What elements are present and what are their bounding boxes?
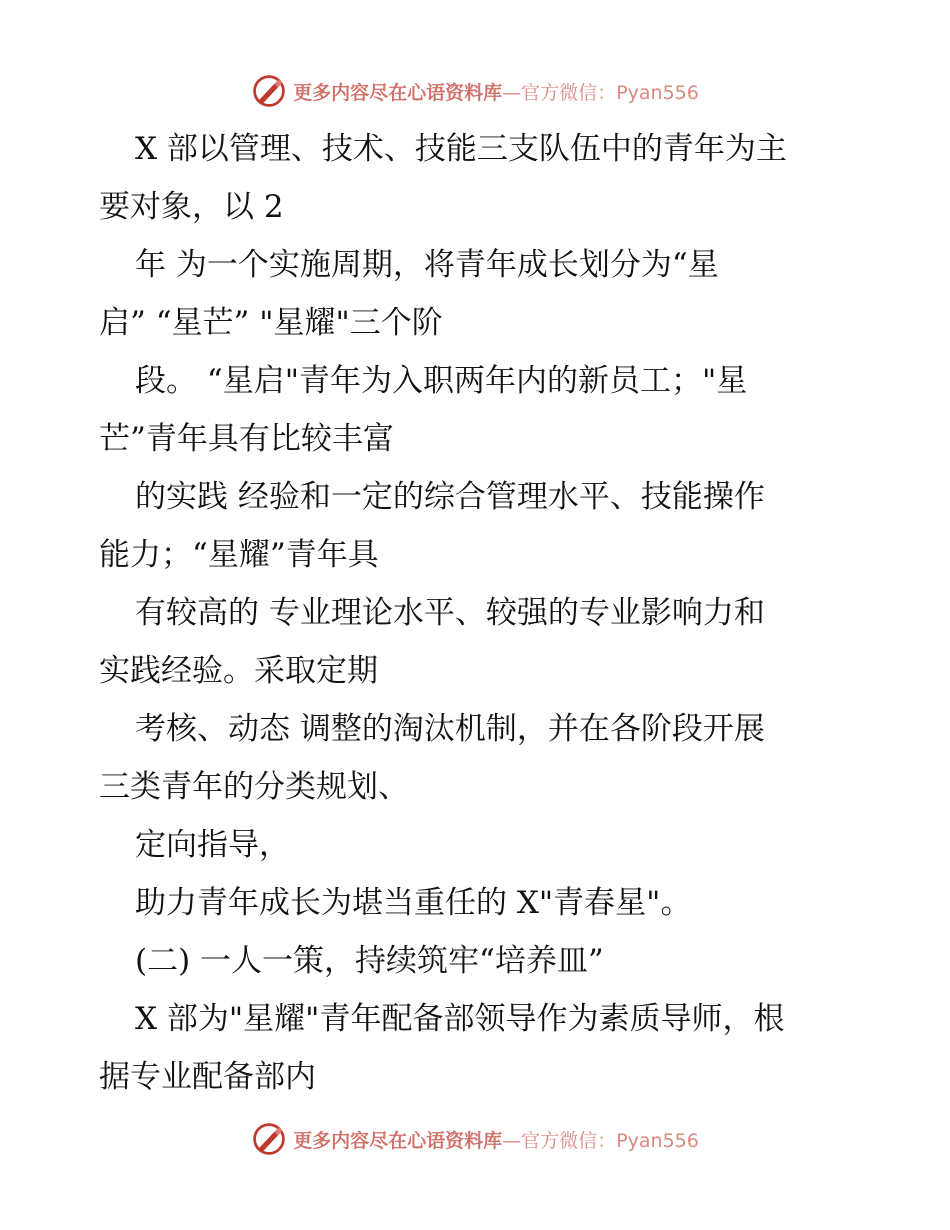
text-line-5: 段。 “星启"青年为入职两年内的新员工；"星 xyxy=(135,363,748,399)
text-line-13: 定向指导， xyxy=(135,827,290,863)
watermark-main: 更多内容尽在心语资料库 xyxy=(293,1129,503,1152)
watermark-suffix: 官方微信： xyxy=(521,1129,617,1152)
text-line-8: 能力；“星耀”青年具 xyxy=(99,537,379,573)
text-line-9: 有较高的 专业理论水平、较强的专业影响力和 xyxy=(135,595,765,631)
text-line-10: 实践经验。采取定期 xyxy=(99,653,378,689)
watermark-wechat-id: Pyan556 xyxy=(616,81,699,104)
text-line-7: 的实践 经验和一定的综合管理水平、技能操作 xyxy=(135,479,765,515)
text-line-11: 考核、动态 调整的淘汰机制，并在各阶段开展 xyxy=(135,711,765,747)
watermark-suffix: 官方微信： xyxy=(521,81,617,104)
text-line-2: 要对象，以 2 xyxy=(99,189,284,225)
watermark-text xyxy=(293,1126,699,1153)
text-line-1: X 部以管理、技术、技能三支队伍中的青年为主 xyxy=(135,131,787,167)
pen-logo-icon xyxy=(251,1121,287,1157)
watermark-dash: — xyxy=(502,81,522,104)
footer-watermark xyxy=(0,1119,950,1159)
text-line-12: 三类青年的分类规划、 xyxy=(99,769,409,805)
text-line-4: 启” “星芒” "星耀"三个阶 xyxy=(99,305,443,341)
pen-logo-icon xyxy=(251,73,287,109)
watermark-dash: — xyxy=(502,1129,522,1152)
watermark-text xyxy=(293,78,699,105)
text-line-3: 年 为一个实施周期，将青年成长划分为“星 xyxy=(135,247,719,283)
text-line-14: 助力青年成长为堪当重任的 X"青春星"。 xyxy=(135,885,692,921)
header-watermark xyxy=(0,71,950,111)
text-line-16: X 部为"星耀"青年配备部领导作为素质导师，根 xyxy=(135,1001,785,1037)
section-heading: (二) 一人一策，持续筑牢“培养皿” xyxy=(135,943,604,979)
watermark-main: 更多内容尽在心语资料库 xyxy=(293,81,503,104)
text-line-6: 芒”青年具有比较丰富 xyxy=(99,421,394,457)
watermark-wechat-id: Pyan556 xyxy=(616,1129,699,1152)
text-line-17: 据专业配备部内 xyxy=(99,1059,316,1095)
